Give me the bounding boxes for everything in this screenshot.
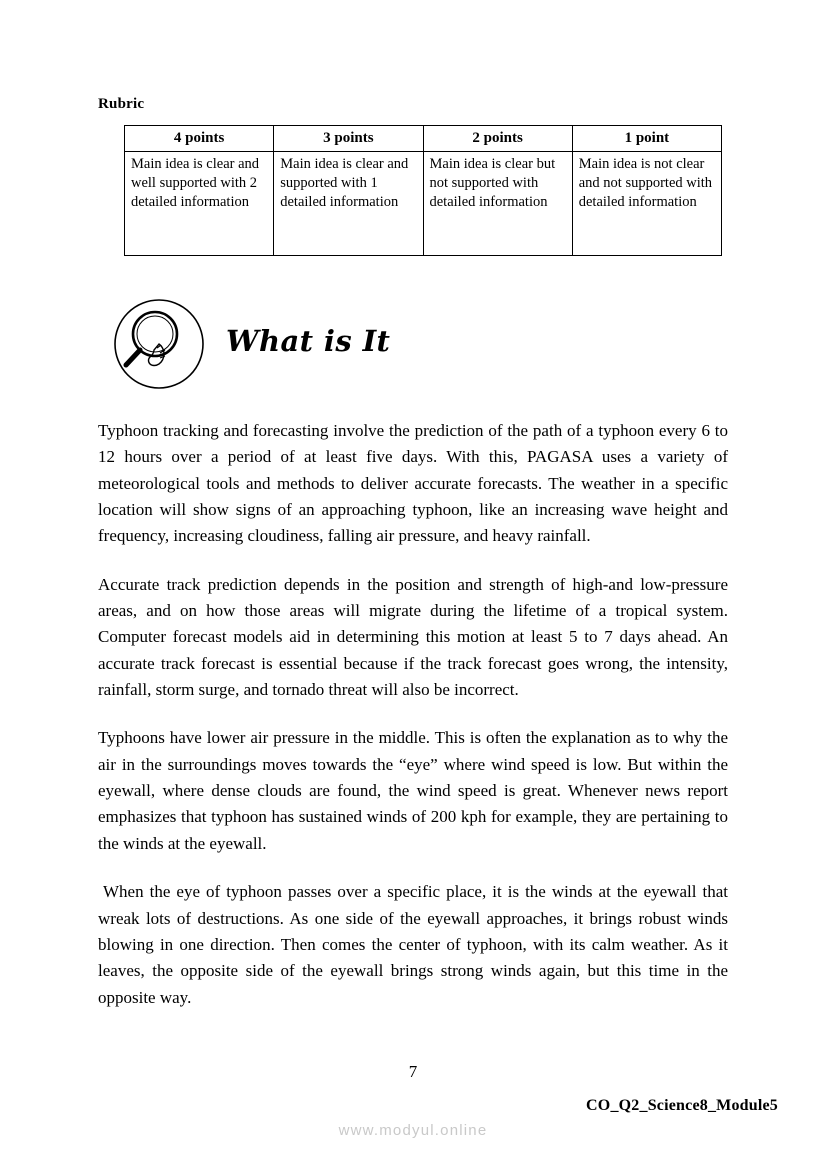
table-header-cell: 3 points bbox=[274, 126, 423, 152]
table-header-cell: 2 points bbox=[423, 126, 572, 152]
table-cell: Main idea is clear but not supported with detailed information bbox=[423, 152, 572, 256]
table-header-cell: 4 points bbox=[125, 126, 274, 152]
magnifying-glass-icon bbox=[113, 298, 205, 390]
page-content bbox=[98, 96, 728, 1033]
page-number: 7 bbox=[408, 1062, 418, 1081]
body-paragraph: Typhoons have lower air pressure in the middle. This is often the explanation as to why the air in the surroundings moves towards the “eye” where wind speed is low. But within the eyewall, where dense clouds are found, the wind speed is great. Whenever news report emphasizes that typhoon has sustained winds of 200 kph for example, they are pertaining to the winds at the eyewall. bbox=[98, 728, 728, 853]
document-code: CO_Q2_Science8_Module5 bbox=[586, 1097, 778, 1114]
table-row bbox=[125, 152, 722, 256]
table-cell: Main idea is clear and supported with 1 detailed information bbox=[274, 152, 423, 256]
body-paragraph: When the eye of typhoon passes over a specific place, it is the winds at the eyewall that wreak lots of destructions. As one side of the eyewall approaches, it brings robust winds blowing in one direction. Then comes the center of typhoon, with its calm weather. As it leaves, the opposite side of the eyewall brings strong winds again, but this time in the opposite way. bbox=[98, 882, 728, 1007]
table-cell: Main idea is not clear and not supported with detailed information bbox=[572, 152, 721, 256]
body-paragraph: Accurate track prediction depends in the position and strength of high-and low-pressure areas, and on how those areas will migrate during the lifetime of a tropical system. Computer forecast models aid in determining this motion at least 5 to 7 days ahead. An accurate track forecast is essential because if the track forecast goes wrong, the intensity, rainfall, storm surge, and tornado threat will also be incorrect. bbox=[98, 574, 728, 700]
rubric-table-wrapper bbox=[124, 125, 722, 256]
rubric-table bbox=[124, 125, 722, 256]
rubric-heading: Rubric bbox=[98, 96, 145, 112]
what-is-it-section-header bbox=[98, 298, 728, 418]
table-header-row bbox=[125, 126, 722, 152]
section-title: What is It bbox=[226, 324, 391, 358]
table-cell: Main idea is clear and well supported with 2 detailed information bbox=[125, 152, 274, 256]
body-paragraph: Typhoon tracking and forecasting involve the prediction of the path of a typhoon every 6 to 12 hours over a period of at least five days. With this, PAGASA uses a variety of meteorological tools and methods to deliver accurate forecasts. The weather in a specific location will show signs of an approaching typhoon, like an increasing wave height and frequency, increasing cloudiness, falling air pressure, and heavy rainfall. bbox=[98, 421, 728, 546]
table-header-cell: 1 point bbox=[572, 126, 721, 152]
watermark: www.modyul.online bbox=[338, 1122, 488, 1139]
